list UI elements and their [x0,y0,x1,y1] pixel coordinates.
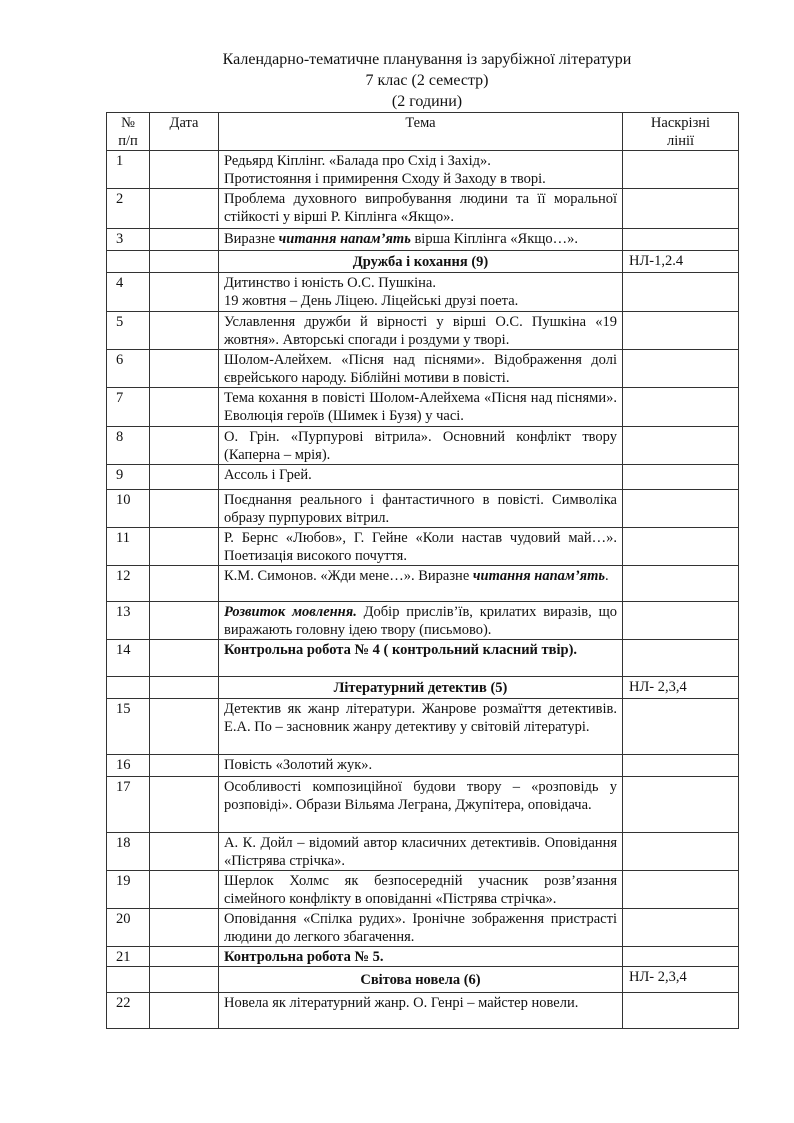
table-row: 8 О. Грін. «Пурпурові вітрила». Основний конфлікт твору (Каперна – мрія). [107,427,739,465]
table-row: 17 Особливості композиційної будови твору – «розповідь у розповіді». Образи Вільяма Леграна, Джупітера, оповідача. [107,777,739,833]
section-title: Літературний детектив (5) [219,677,623,699]
table-row: 6 Шолом-Алейхем. «Пісня над піснями». Відображення долі єврейського народу. Біблійні мотиви в повісті. [107,350,739,388]
table-row: 10 Поєднання реального і фантастичного в повісті. Символіка образу пурпурових вітрил. [107,490,739,528]
section-title: Світова новела (6) [219,967,623,993]
table-row: 7 Тема кохання в повісті Шолом-Алейхема «Пісня над піснями». Еволюція героїв (Шимек і Бузя) у часі. [107,388,739,427]
cross-cutting-lines: НЛ- 2,3,4 [623,967,739,993]
table-row: 21 Контрольна робота № 5. [107,947,739,967]
table-row: 12 К.М. Симонов. «Жди мене…». Виразне читання напам’ять. [107,566,739,602]
table-header-row [107,113,739,151]
hours-note: (2 години) [391,93,463,110]
header-date: Дата [150,113,219,151]
table-row: 11 Р. Бернс «Любов», Г. Гейне «Коли настав чудовий май…». Поетизація високого почуття. [107,528,739,566]
section-row [107,967,739,993]
table-row: 16 Повість «Золотий жук». [107,755,739,777]
grade-semester: 7 клас (2 семестр) [365,72,489,89]
section-title: Дружба і кохання (9) [219,251,623,273]
table-row: 14 Контрольна робота № 4 ( контрольний класний твір). [107,640,739,677]
header-lines: Наскрізні лінії [623,113,739,151]
planning-table [106,112,739,1029]
cross-cutting-lines: НЛ- 2,3,4 [623,677,739,699]
table-row: 4 Дитинство і юність О.С. Пушкіна. 19 жовтня – День Ліцею. Ліцейські друзі поета. [107,273,739,312]
section-row [107,251,739,273]
table-row: 18 А. К. Дойл – відомий автор класичних детективів. Оповідання «Пістрява стрічка». [107,833,739,871]
table-row: 2 Проблема духовного випробування людини та її моральної стійкості у вірші Р. Кіплінга «Якщо». [107,189,739,229]
table-row: 15 Детектив як жанр літератури. Жанрове розмаїття детективів. Е.А. По – засновник жанру детективу у світовій літературі. [107,699,739,755]
header-number: № п/п [107,113,150,151]
table-row: 13 Розвиток мовлення. Добір прислів’їв, крилатих виразів, що виражають головну ідею твору (письмово). [107,602,739,640]
document-title: Календарно-тематичне планування із зарубіжної літератури [222,51,632,68]
table-row: 3 Виразне читання напам’ять вірша Кіплінга «Якщо…». [107,229,739,251]
table-row: 5 Уславлення дружби й вірності у вірші О.С. Пушкіна «19 жовтня». Авторські спогади і роздуми у творі. [107,312,739,350]
table-row: 19 Шерлок Холмс як безпосередній учасник розв’язання сімейного конфлікту в оповіданні «Пістрява стрічка». [107,871,739,909]
table-row: 9 Ассоль і Грей. [107,465,739,490]
table-row: 1 Редьярд Кіплінг. «Балада про Схід і Захід». Протистояння і примирення Сходу й Заходу в творі. [107,151,739,189]
cross-cutting-lines: НЛ-1,2.4 [623,251,739,273]
table-row: 20 Оповідання «Спілка рудих». Іронічне зображення пристрасті людини до легкого збагачення. [107,909,739,947]
table-row: 22 Новела як літературний жанр. О. Генрі – майстер новели. [107,993,739,1029]
section-row [107,677,739,699]
header-topic: Тема [219,113,623,151]
